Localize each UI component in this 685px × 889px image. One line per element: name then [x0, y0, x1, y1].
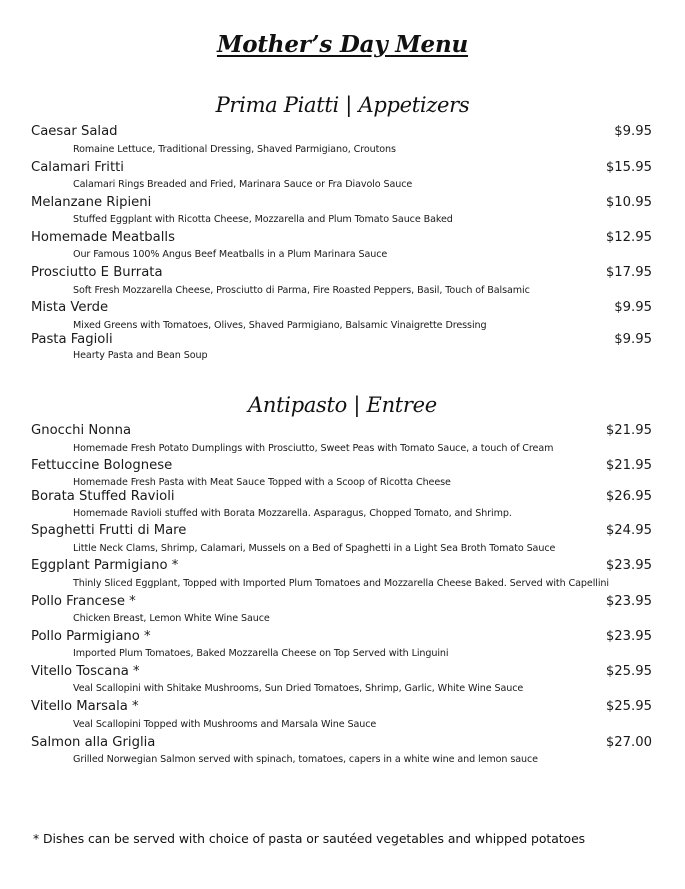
- item-price: $23.95: [605, 594, 652, 609]
- item-price: $21.95: [605, 458, 652, 473]
- item-name: Fettuccine Bolognese: [31, 458, 173, 473]
- appetizers-heading: Prima Piatti | Appetizers: [215, 93, 470, 117]
- item-name: Mista Verde: [31, 300, 109, 315]
- item-description: Homemade Fresh Pasta with Meat Sauce Topped with a Scoop of Ricotta Cheese: [73, 477, 451, 488]
- item-price: $25.95: [605, 664, 652, 679]
- entrees-heading: Antipasto | Entree: [248, 393, 437, 417]
- item-name: Prosciutto E Burrata: [31, 265, 163, 280]
- item-description: Imported Plum Tomatoes, Baked Mozzarella Cheese on Top Served with Linguini: [73, 648, 449, 659]
- item-description: Our Famous 100% Angus Beef Meatballs in a Plum Marinara Sauce: [73, 249, 388, 260]
- item-name: Vitello Toscana *: [31, 664, 140, 679]
- item-description: Veal Scallopini Topped with Mushrooms and Marsala Wine Sauce: [73, 719, 377, 730]
- item-description: Romaine Lettuce, Traditional Dressing, Shaved Parmigiano, Croutons: [73, 144, 396, 155]
- item-description: Homemade Ravioli stuffed with Borata Mozzarella. Asparagus, Chopped Tomato, and Shrimp.: [73, 508, 512, 519]
- item-description: Grilled Norwegian Salmon served with spinach, tomatoes, capers in a white wine and lemon sauce: [73, 754, 538, 765]
- item-description: Little Neck Clams, Shrimp, Calamari, Mussels on a Bed of Spaghetti in a Light Sea Broth Tomato Sauce: [73, 543, 556, 554]
- item-price: $15.95: [605, 160, 652, 175]
- item-name: Gnocchi Nonna: [31, 423, 132, 438]
- item-price: $10.95: [605, 195, 652, 210]
- item-price: $21.95: [605, 423, 652, 438]
- item-name: Pasta Fagioli: [31, 332, 113, 347]
- item-price: $26.95: [605, 489, 652, 504]
- item-name: Vitello Marsala *: [31, 699, 139, 714]
- item-description: Homemade Fresh Potato Dumplings with Prosciutto, Sweet Peas with Tomato Sauce, a touch of Cream: [73, 443, 554, 454]
- item-name: Eggplant Parmigiano *: [31, 558, 179, 573]
- item-price: $17.95: [605, 265, 652, 280]
- item-price: $24.95: [605, 523, 652, 538]
- item-description: Stuffed Eggplant with Ricotta Cheese, Mozzarella and Plum Tomato Sauce Baked: [73, 214, 453, 225]
- item-description: Veal Scallopini with Shitake Mushrooms, Sun Dried Tomatoes, Shrimp, Garlic, White Wine Sauce: [73, 683, 524, 694]
- item-name: Caesar Salad: [31, 124, 118, 139]
- item-description: Thinly Sliced Eggplant, Topped with Imported Plum Tomatoes and Mozzarella Cheese Baked. Served with Capellini: [73, 578, 609, 589]
- item-price: $9.95: [614, 124, 652, 139]
- item-price: $12.95: [605, 230, 652, 245]
- item-price: $23.95: [605, 558, 652, 573]
- item-name: Melanzane Ripieni: [31, 195, 152, 210]
- item-price: $23.95: [605, 629, 652, 644]
- item-price: $9.95: [614, 332, 652, 347]
- item-name: Salmon alla Griglia: [31, 735, 156, 750]
- item-description: Calamari Rings Breaded and Fried, Marinara Sauce or Fra Diavolo Sauce: [73, 179, 413, 190]
- item-price: $27.00: [605, 735, 652, 750]
- item-description: Soft Fresh Mozzarella Cheese, Prosciutto di Parma, Fire Roasted Peppers, Basil, Touch of Balsamic: [73, 285, 530, 296]
- item-name: Homemade Meatballs: [31, 230, 175, 245]
- item-name: Pollo Parmigiano *: [31, 629, 151, 644]
- footnote: * Dishes can be served with choice of pasta or sautéed vegetables and whipped potatoes: [33, 831, 586, 846]
- item-price: $9.95: [614, 300, 652, 315]
- item-name: Calamari Fritti: [31, 160, 124, 175]
- item-name: Spaghetti Frutti di Mare: [31, 523, 187, 538]
- page-title: Mother’s Day Menu: [216, 31, 469, 58]
- item-name: Pollo Francese *: [31, 594, 136, 609]
- item-description: Mixed Greens with Tomatoes, Olives, Shaved Parmigiano, Balsamic Vinaigrette Dressing: [73, 320, 487, 331]
- item-name: Borata Stuffed Ravioli: [31, 489, 175, 504]
- item-description: Hearty Pasta and Bean Soup: [73, 350, 208, 361]
- item-description: Chicken Breast, Lemon White Wine Sauce: [73, 613, 270, 624]
- item-price: $25.95: [605, 699, 652, 714]
